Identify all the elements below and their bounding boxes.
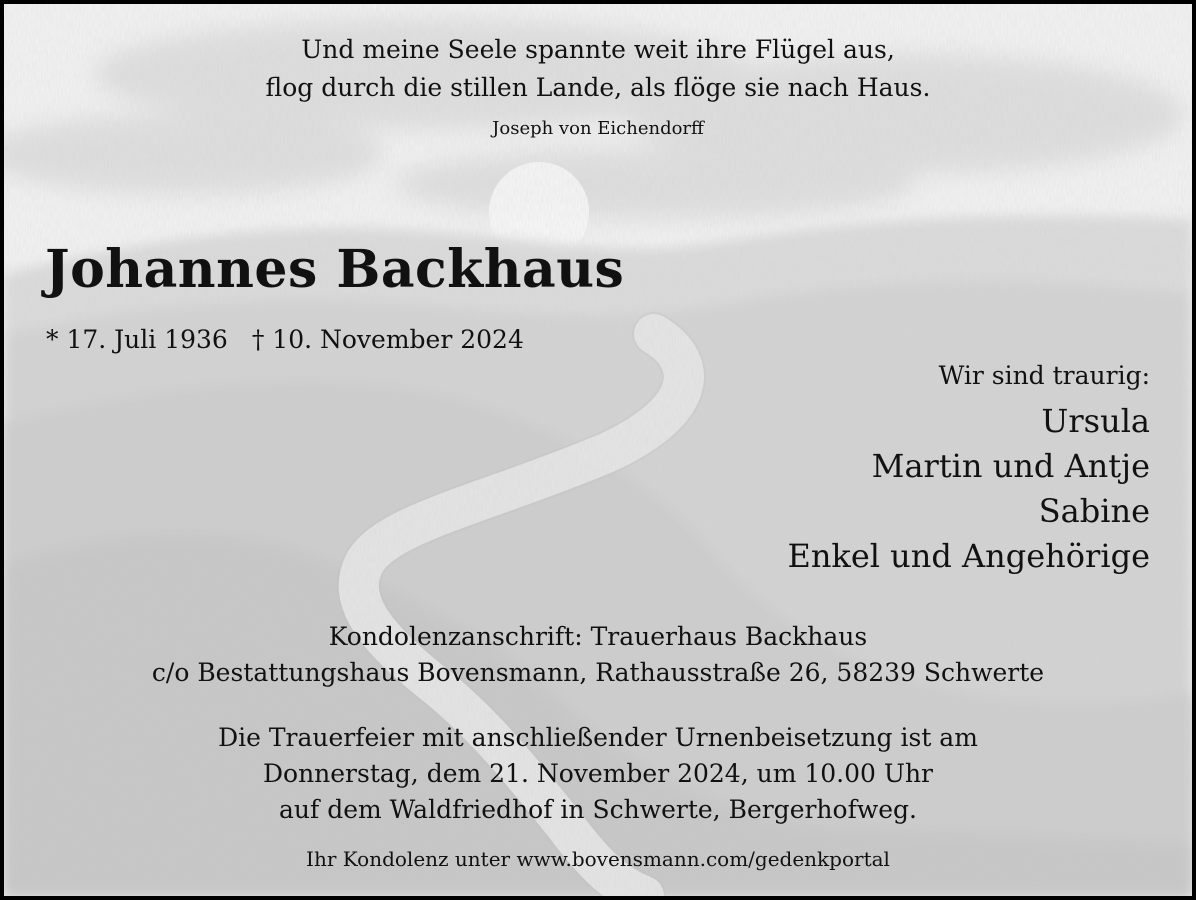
deceased-name: Johannes Backhaus — [45, 239, 625, 300]
funeral-info: Donnerstag, dem 21. November 2024, um 10.00 Uhr — [262, 759, 934, 788]
funeral-info: Die Trauerfeier mit anschließender Urnenbeisetzung ist am — [218, 723, 978, 752]
condolence-address: c/o Bestattungshaus Bovensmann, Rathausstraße 26, 58239 Schwerte — [151, 658, 1045, 687]
mourner-name: Martin und Antje — [871, 447, 1150, 485]
motto-author: Joseph von Eichendorff — [492, 118, 704, 139]
condolence-address: Kondolenzanschrift: Trauerhaus Backhaus — [328, 622, 868, 651]
birth-date: * 17. Juli 1936 — [46, 325, 228, 354]
life-dates — [46, 327, 524, 352]
online-condolence: Ihr Kondolenz unter www.bovensmann.com/gedenkportal — [306, 847, 890, 871]
mourner-name: Ursula — [1041, 402, 1150, 440]
obituary-card — [4, 4, 1192, 896]
funeral-info: auf dem Waldfriedhof in Schwerte, Bergerhofweg. — [278, 795, 917, 824]
motto-line: Und meine Seele spannte weit ihre Flügel aus, — [301, 35, 895, 64]
death-date: † 10. November 2024 — [251, 325, 524, 354]
mourner-name: Sabine — [1038, 492, 1150, 530]
mourners-intro: Wir sind traurig: — [938, 361, 1150, 390]
motto-line: flog durch die stillen Lande, als flöge sie nach Haus. — [265, 73, 931, 102]
mourner-name: Enkel und Angehörige — [787, 537, 1150, 575]
